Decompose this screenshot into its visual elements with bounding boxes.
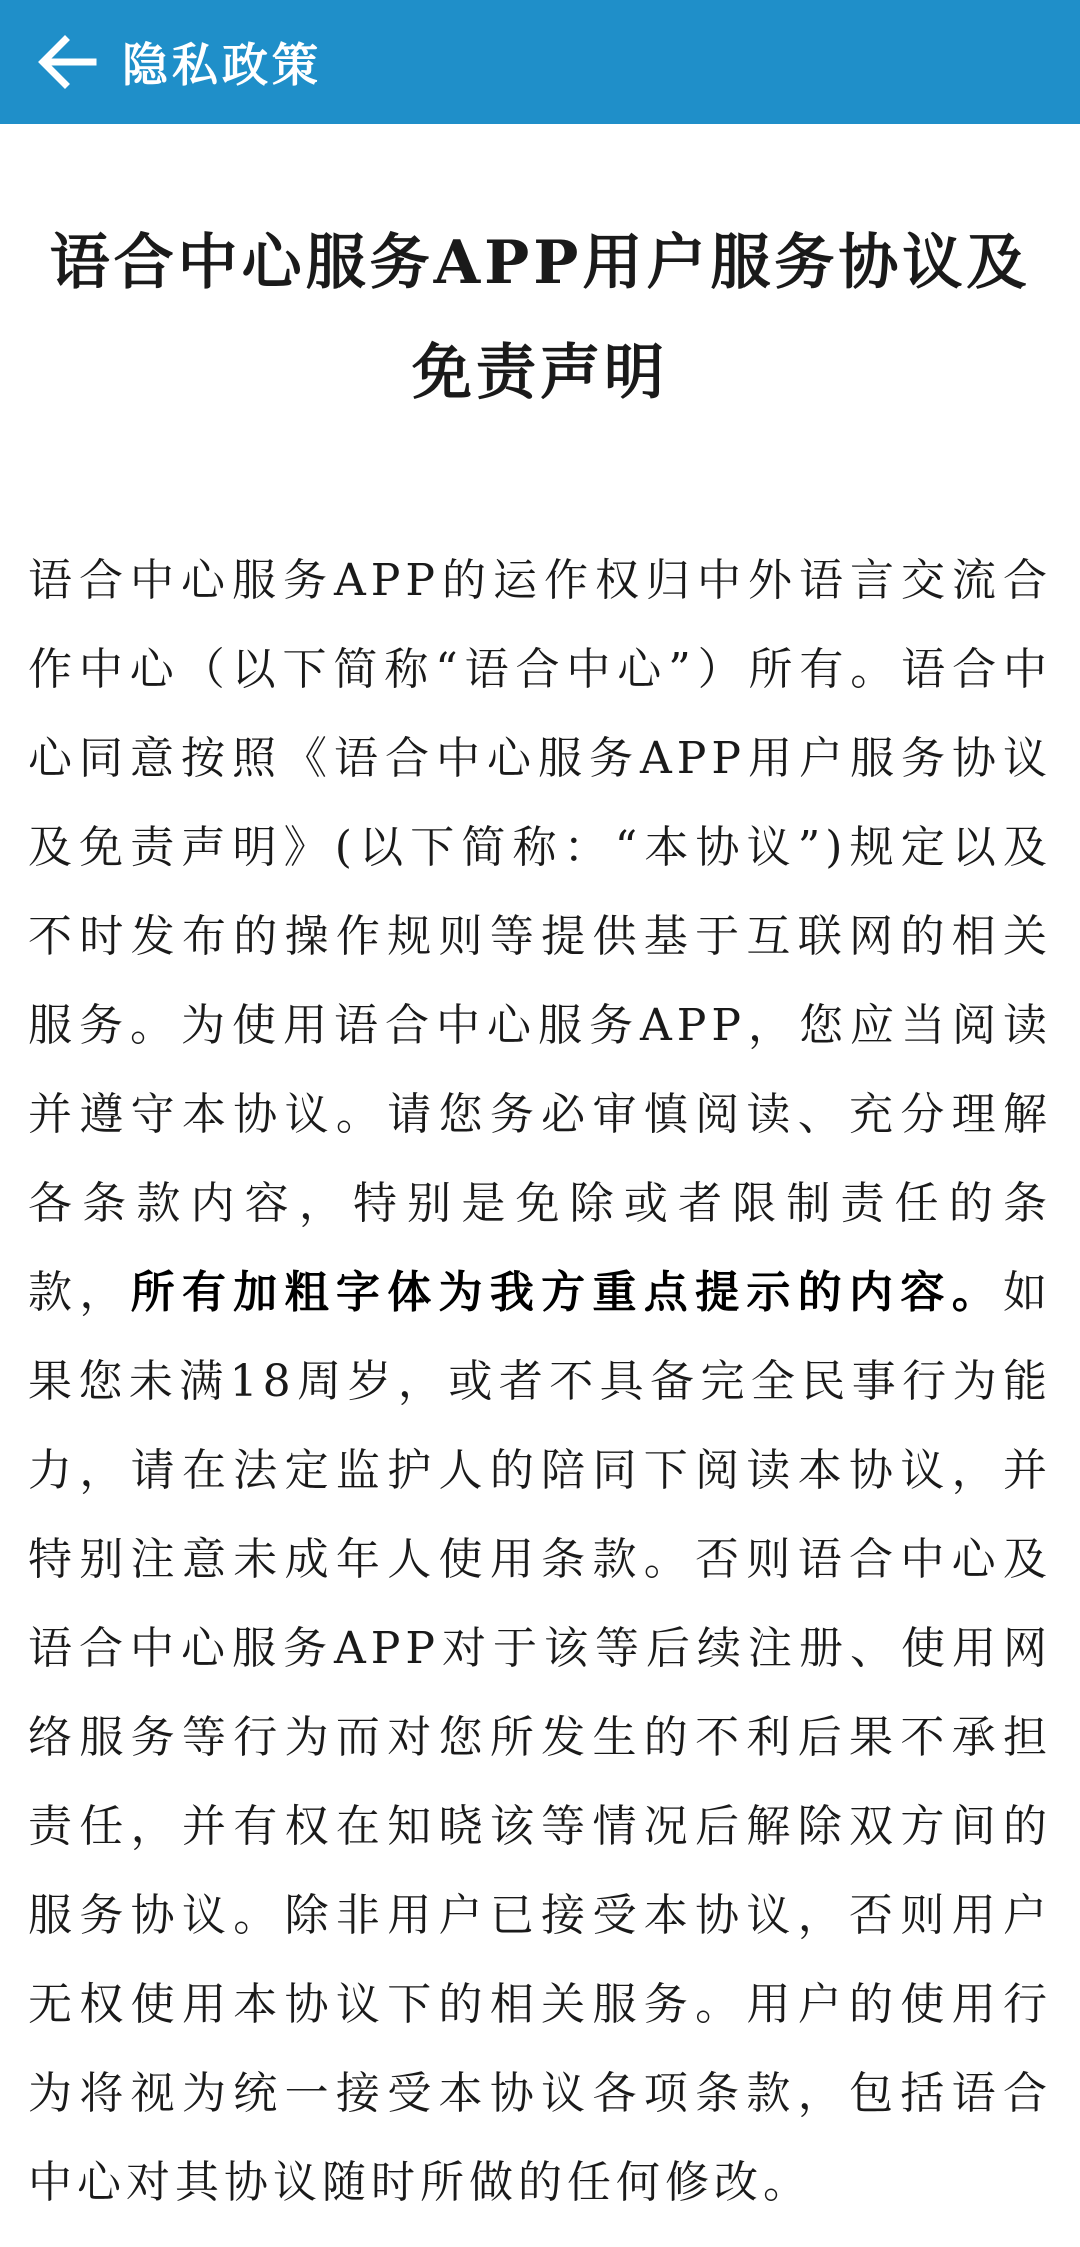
arrow-left-icon [35, 31, 97, 93]
document-title: 语合中心服务APP用户服务协议及免责声明 [49, 228, 1031, 408]
page-title: 隐私政策 [122, 38, 322, 92]
document-paragraph [0, 536, 1080, 2227]
bold-notice-text: 所有加粗字体为我方重点提示的内容。 [130, 1267, 1004, 1318]
paragraph-text: 如果您未满18周岁，或者不具备完全民事行为能力，请在法定监护人的陪同下阅读本协议，并特别注意未成年人使用条款。否则语合中心及语合中心服务APP对于该等后续注册、使用网络服务等行为而对您所发生的不利后果不承担责任，并有权在知晓该等情况后解除双方间的服务协议。除非用户已接受本协议，否则用户无权使用本协议下的相关服务。用户的使用行为将视为统一接受本协议各项条款，包括语合中心对其协议随时所做的任何修改。 [28, 1267, 1053, 2208]
app-bar [0, 0, 1080, 124]
back-button[interactable] [4, 0, 128, 124]
paragraph-text: 语合中心服务APP的运作权归中外语言交流合作中心（以下简称“语合中心”）所有。语合中心同意按照《语合中心服务APP用户服务协议及免责声明》(以下简称：“本协议”)规定以及不时发布的操作规则等提供基于互联网的相关服务。为使用语合中心服务APP，您应当阅读并遵守本协议。请您务必审慎阅读、充分理解各条款内容，特别是免除或者限制责任的条款， [28, 555, 1052, 1318]
document-content[interactable] [0, 124, 1080, 2247]
